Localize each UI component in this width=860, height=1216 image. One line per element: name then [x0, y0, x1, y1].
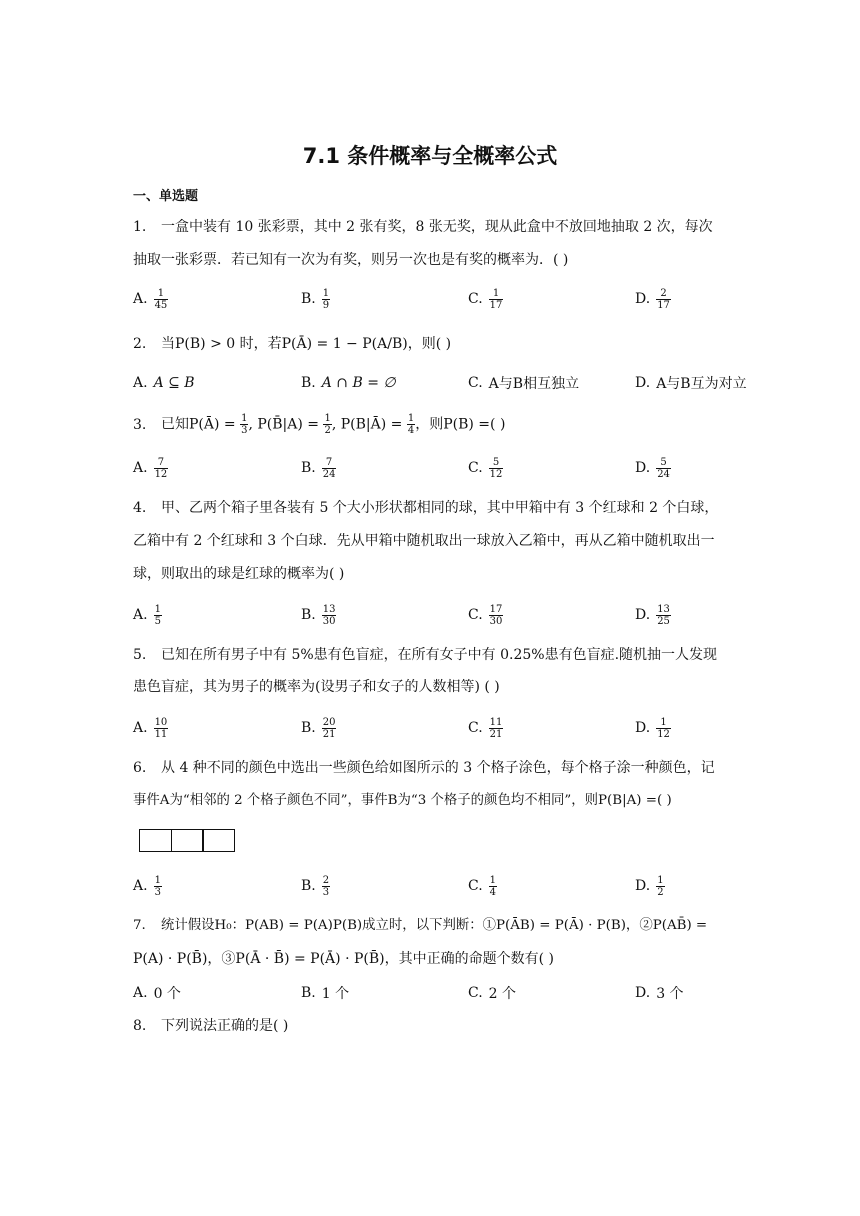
grid-cell: [171, 829, 204, 852]
option-a: A. A ⊆ B: [133, 375, 195, 391]
option-b: B. 1 个: [301, 985, 350, 1002]
question-2-line: 2. 当P(B) > 0 时，若P(Ā) = 1 − P(A/B)，则( ): [133, 336, 452, 352]
three-cell-grid-figure: [139, 829, 235, 852]
page-title: 7.1 条件概率与全概率公式: [302, 144, 558, 168]
question-7-line-1: 7. 统计假设H₀：P(AB) = P(A)P(B)成立时，以下判断：①P(ĀB) = P(Ā) · P(B)，②P(AB̄) =: [133, 918, 708, 933]
option-b: B. A ∩ B = ∅: [301, 375, 396, 391]
option-c: C. $\frac{17}{30}$: [468, 603, 503, 627]
question-3-line: 3. 已知P(Ā) = $\frac{1}{3}$ , P(B̄|A) = $\frac{1}{2}$ , P(B|Ā) = $\frac{1}{4}$ ，则P(B) =( ): [133, 413, 506, 436]
section-heading: 一、单选题: [133, 189, 199, 204]
question-1-options: [133, 282, 773, 316]
question-5-line-2: 患色盲症，其为男子的概率为(设男子和女子的人数相等) ( ): [133, 679, 500, 695]
option-c: C. 2 个: [468, 985, 517, 1002]
question-2-options: [133, 366, 773, 400]
question-6-line-1: 6. 从 4 种不同的颜色中选出一些颜色给如图所示的 3 个格子涂色，每个格子涂一种颜色，记: [133, 760, 715, 776]
option-a: A. $\frac{1}{5}$: [133, 603, 161, 627]
question-4-options: [133, 598, 773, 632]
question-4-line-1: 4. 甲、乙两个箱子里各装有 5 个大小形状都相同的球，其中甲箱中有 3 个红球和 2 个白球，: [133, 500, 719, 516]
question-1-line-1: [133, 217, 763, 237]
option-b: B. $\frac{7}{24}$: [301, 456, 336, 480]
option-d: D. 3 个: [635, 985, 684, 1002]
option-c: C. $\frac{11}{21}$: [468, 716, 503, 740]
question-4-line-2: 乙箱中有 2 个红球和 3 个白球．先从甲箱中随机取出一球放入乙箱中，再从乙箱中随机取出一: [133, 533, 715, 549]
option-b: B. $\frac{13}{30}$: [301, 603, 336, 627]
question-6-line-2: 事件A为“相邻的 2 个格子颜色不同”，事件B为“3 个格子的颜色均不相同”，则P(B|A) =( ): [133, 793, 672, 808]
question-7-line-2: P(A) · P(B̄)，③P(Ā · B̄) = P(Ā) · P(B̄)，其中正确的命题个数有( ): [133, 951, 554, 967]
option-c: C. $\frac{5}{12}$: [468, 456, 503, 480]
option-a: A. $\frac{10}{11}$: [133, 716, 168, 740]
question-number: 1.: [133, 219, 147, 235]
option-c: C. $\frac{1}{17}$: [468, 287, 503, 311]
question-7-options: [133, 976, 773, 1010]
question-5-line-1: 5. 已知在所有男子中有 5%患有色盲症，在所有女子中有 0.25%患有色盲症.随机抽一人发现: [133, 647, 718, 663]
option-d: D. $\frac{5}{24}$: [635, 456, 670, 480]
question-6-options: [133, 869, 773, 903]
option-d: D. $\frac{1}{12}$: [635, 716, 670, 740]
option-d: D. A与B互为对立: [635, 375, 747, 392]
option-a: A. $\frac{1}{3}$: [133, 874, 161, 898]
option-b: B. $\frac{20}{21}$: [301, 716, 336, 740]
option-b: B. $\frac{1}{9}$: [301, 287, 330, 311]
option-a: A. 0 个: [133, 985, 181, 1002]
question-text: 当P(B) > 0 时，若P(Ā) = 1 − P(A/B)，则( ): [161, 336, 452, 352]
option-a: A. $\frac{7}{12}$: [133, 456, 168, 480]
question-8-line: 8. 下列说法正确的是( ): [133, 1018, 289, 1034]
option-d: D. $\frac{13}{25}$: [635, 603, 670, 627]
question-4-line-3: 球，则取出的球是红球的概率为( ): [133, 566, 345, 582]
option-a: A. $\frac{1}{45}$: [133, 287, 168, 311]
question-text: 一盒中装有 10 张彩票，其中 2 张有奖，8 张无奖，现从此盒中不放回地抽取 2 次，每次: [161, 219, 713, 235]
grid-cell: [202, 829, 235, 852]
question-5-options: [133, 711, 773, 745]
option-b: B. $\frac{2}{3}$: [301, 874, 330, 898]
option-c: C. A与B相互独立: [468, 375, 580, 392]
option-d: D. $\frac{2}{17}$: [635, 287, 670, 311]
grid-cell: [139, 829, 172, 852]
option-c: C. $\frac{1}{4}$: [468, 874, 497, 898]
option-d: D. $\frac{1}{2}$: [635, 874, 664, 898]
question-1-line-2: 抽取一张彩票．若已知有一次为有奖，则另一次也是有奖的概率为．( ): [133, 252, 569, 268]
question-3-options: [133, 451, 773, 485]
